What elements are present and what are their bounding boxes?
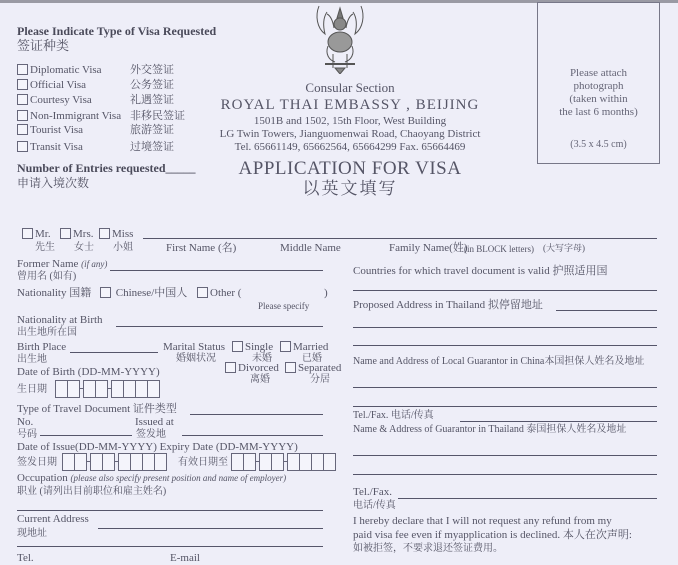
marital-cn: 离婚 [250,374,270,385]
former-name-label: Former Name (if any) [17,258,108,270]
current-address-cn: 现地址 [17,528,47,539]
please-specify: Please specify [258,301,310,311]
marital-status-cn: 婚姻状况 [176,353,216,364]
checkbox[interactable] [232,341,243,352]
checkbox[interactable] [17,79,28,90]
expiry-date-cn: 有效日期至 [178,457,228,468]
checkbox[interactable] [225,362,236,373]
visa-option-diplomatic[interactable]: Diplomatic Visa [17,64,102,77]
checkbox[interactable] [17,110,28,121]
contact-info: Tel. 65661149, 65662564, 65664299 Fax. 65664469 [234,141,466,153]
doc-no-label: No. [17,416,34,428]
title-cn: 小姐 [113,242,133,253]
birth-place-label: Birth Place [17,341,67,353]
tel-label: Tel. [17,552,34,564]
proposed-address-input-3[interactable] [353,345,657,346]
marital-status-label: Marital Status [163,341,226,353]
tel-fax-cn: 电话/传真 [353,500,396,511]
doc-no-cn: 号码 [17,429,37,440]
visa-type-title: Please Indicate Type of Visa Requested [17,24,217,38]
nationality-label: Nationality 国籍 [17,287,92,299]
occupation-label: Occupation (please also specify present position and name of employer) [17,472,287,484]
photo-instruction: (taken within [569,93,628,105]
nationality-birth-label: Nationality at Birth [17,314,103,326]
family-name-label: Family Name(姓) [389,242,468,254]
declaration-line-3: 如被拒签，不要求退还签证费用。 [353,543,503,554]
marital-divorced[interactable]: Divorced [225,362,279,375]
guarantor-thailand-tel-input[interactable] [398,498,657,499]
embassy-name: ROYAL THAI EMBASSY , BEIJING [220,97,480,113]
countries-valid-input[interactable] [353,290,657,291]
visa-option-cn: 过境签证 [130,141,174,153]
former-name-input[interactable] [110,270,323,271]
doc-type-input[interactable] [190,414,323,415]
issue-date-boxes[interactable] [62,453,166,471]
doc-type-label: Type of Travel Document 证件类型 [17,403,177,415]
issued-at-label: Issued at [135,416,174,428]
issued-at-input[interactable] [182,435,323,436]
current-address-input[interactable] [98,528,323,529]
email-label: E-mail [170,552,200,564]
checkbox[interactable] [17,94,28,105]
visa-type-title-cn: 签证种类 [17,38,70,53]
proposed-address-input[interactable] [556,310,657,311]
declaration-line-1: I hereby declare that I will not request any refund from my [353,515,612,527]
dob-boxes[interactable] [55,380,159,398]
birth-place-cn: 出生地 [17,354,47,365]
nationality-birth-input[interactable] [116,326,323,327]
middle-name-label: Middle Name [280,242,341,254]
paren-close: ) [324,287,328,299]
checkbox[interactable] [100,287,111,298]
proposed-address-input-2[interactable] [353,327,657,328]
entries-requested-cn: 申请入境次数 [17,176,90,190]
form-subtitle-cn: 以英文填写 [302,179,398,198]
issued-at-cn: 签发地 [136,429,166,440]
entries-requested-label[interactable]: Number of Entries requested_____ [17,161,196,175]
visa-option-cn: 外交签证 [130,64,174,76]
issue-expiry-label: Date of Issue(DD-MM-YYYY) Expiry Date (DD-MM-YYYY) [17,441,298,453]
block-letters-note: (in BLOCK letters) [464,244,534,254]
guarantor-china-input-2[interactable] [353,406,657,407]
visa-option-tourist[interactable]: Tourist Visa [17,124,83,137]
guarantor-china-tel-label: Tel./Fax. 电话/传真 [353,410,434,421]
title-cn: 女士 [74,242,94,253]
marital-cn: 未婚 [252,353,272,364]
visa-option-cn: 非移民签证 [130,110,185,122]
visa-option-official[interactable]: Official Visa [17,79,86,92]
photo-instruction: the last 6 months) [559,106,638,118]
title-mrs[interactable]: Mrs. [60,228,93,241]
nationality-other[interactable]: Other ( [197,287,241,300]
checkbox[interactable] [280,341,291,352]
marital-separated[interactable]: Separated [285,362,341,375]
marital-single[interactable]: Single [232,341,273,354]
garuda-emblem-icon [313,2,367,74]
doc-no-input[interactable] [40,435,132,436]
title-miss[interactable]: Miss [99,228,133,241]
form-title: APPLICATION FOR VISA [238,158,462,179]
photo-instruction: Please attach [569,67,628,79]
occupation-cn: 职业 (请列出目前职位和雇主姓名) [17,486,167,497]
marital-married[interactable]: Married [280,341,328,354]
photo-box[interactable] [537,2,660,164]
checkbox[interactable] [285,362,296,373]
issue-date-cn: 签发日期 [17,457,57,468]
consular-section: Consular Section [305,80,395,95]
proposed-address-label: Proposed Address in Thailand 拟停留地址 [353,299,543,311]
marital-cn: 已婚 [302,353,322,364]
photo-size: (3.5 x 4.5 cm) [570,139,627,150]
block-letters-note-cn: (大写字母) [543,243,585,253]
first-name-label: First Name (名) [166,242,237,254]
photo-instruction: photograph [573,80,624,92]
nationality-birth-cn: 出生地所在国 [17,327,77,338]
guarantor-thailand-tel-label: Tel./Fax. [353,486,392,498]
title-cn: 先生 [35,242,55,253]
guarantor-china-input[interactable] [353,387,657,388]
countries-valid-label: Countries for which travel document is valid 护照适用国 [353,265,608,277]
checkbox[interactable] [17,64,28,75]
visa-option-cn: 礼遇签证 [130,94,174,106]
visa-option-transit[interactable]: Transit Visa [17,141,83,154]
current-address-label: Current Address [17,513,89,525]
checkbox[interactable] [99,228,110,239]
guarantor-china-label: Name and Address of Local Guarantor in China本国担保人姓名及地址 [353,356,645,367]
guarantor-thailand-label: Name & Address of Guarantor in Thailand 泰国担保人姓名及地址 [353,424,627,435]
visa-option-non-immigrant[interactable]: Non-Immigrant Visa [17,110,121,123]
checkbox[interactable] [197,287,208,298]
name-input-line[interactable] [143,238,657,239]
checkbox[interactable] [22,228,33,239]
visa-option-cn: 旅游签证 [130,124,174,136]
occupation-input[interactable] [17,510,323,511]
marital-cn: 分居 [310,374,330,385]
current-address-input-2[interactable] [17,546,323,547]
dob-cn: 生日期 [17,384,47,395]
address-line-2: LG Twin Towers, Jianguomenwai Road, Chaoyang District [219,128,481,140]
nationality-chinese[interactable]: Chinese/中国人 [100,287,187,300]
checkbox[interactable] [17,141,28,152]
dob-label: Date of Birth (DD-MM-YYYY) [17,366,160,378]
checkbox[interactable] [60,228,71,239]
title-mr[interactable]: Mr. [22,228,51,241]
guarantor-china-tel-input[interactable] [460,421,657,422]
guarantor-thailand-input[interactable] [353,455,657,456]
checkbox[interactable] [17,124,28,135]
visa-option-courtesy[interactable]: Courtesy Visa [17,94,92,107]
visa-option-cn: 公务签证 [130,79,174,91]
declaration-line-2: paid visa fee even if myapplication is declined. 本人在次声明: [353,529,632,541]
former-name-cn: 曾用名 (如有) [17,271,77,282]
birth-place-input[interactable] [70,352,158,353]
address-line-1: 1501B and 1502, 15th Floor, West Building [253,115,447,127]
expiry-date-boxes[interactable] [231,453,335,471]
guarantor-thailand-input-2[interactable] [353,474,657,475]
